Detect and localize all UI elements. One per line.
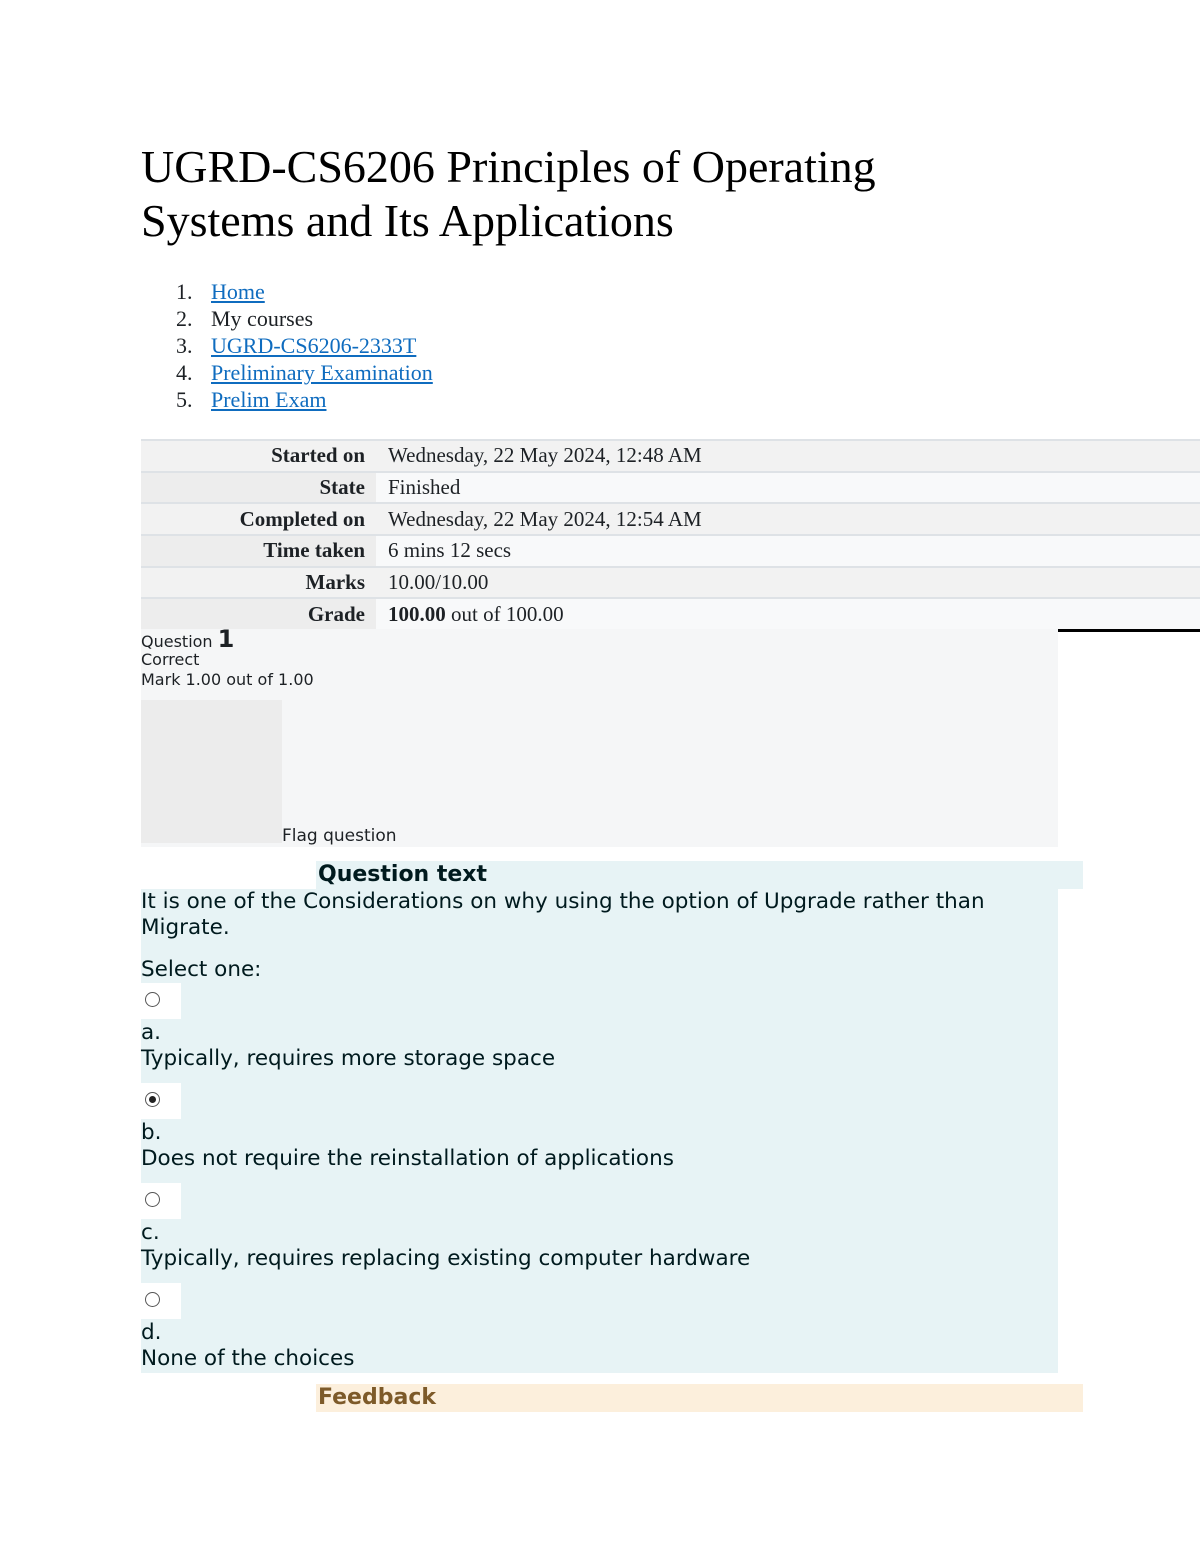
grade-suffix: out of 100.00 (451, 601, 564, 626)
question-text: It is one of the Considerations on why using the option of Upgrade rather than Migrate. (141, 889, 985, 940)
radio-button-a[interactable] (145, 992, 160, 1007)
breadcrumb-item-section: 4. Preliminary Examination (176, 360, 433, 385)
breadcrumb-item-home: 1. Home (176, 279, 265, 304)
question-text-heading: Question text (316, 861, 1083, 889)
page-title: UGRD-CS6206 Principles of Operating Systems and Its Applications (141, 141, 876, 246)
summary-row-marks (141, 567, 1200, 599)
answer-text-c: Typically, requires replacing existing computer hardware (141, 1246, 751, 1271)
breadcrumb-item-quiz: 5. Prelim Exam (176, 387, 327, 412)
breadcrumb-text-my-courses: My courses (211, 306, 314, 331)
answer-letter-b: b. (141, 1120, 162, 1145)
grade-value: 100.00 (388, 601, 446, 626)
breadcrumb-link-quiz[interactable]: Prelim Exam (211, 387, 327, 412)
summary-row-grade (141, 598, 1200, 630)
question-info (141, 625, 1058, 847)
summary-row-state (141, 472, 1200, 504)
marks-value: 10.00/10.00 (376, 567, 1200, 599)
started-on-value: Wednesday, 22 May 2024, 12:48 AM (376, 440, 1200, 472)
select-one-prompt: Select one: (141, 957, 262, 982)
completed-on-label: Completed on (141, 503, 376, 535)
question-grade: Mark 1.00 out of 1.00 (141, 670, 314, 689)
summary-row-time (141, 535, 1200, 567)
time-taken-label: Time taken (141, 535, 376, 567)
question-state: Correct (141, 650, 200, 669)
grade-value-cell (376, 598, 1200, 630)
answer-letter-c: c. (141, 1220, 160, 1245)
marks-label: Marks (141, 567, 376, 599)
state-label: State (141, 472, 376, 504)
question-formulation (141, 889, 1058, 1373)
breadcrumb-item-course: 3. UGRD-CS6206-2333T (176, 333, 417, 358)
time-taken-value: 6 mins 12 secs (376, 535, 1200, 567)
state-value: Finished (376, 472, 1200, 504)
question-number: Question 1 (141, 625, 235, 653)
answer-option-d[interactable] (141, 1283, 1058, 1372)
answer-option-c[interactable] (141, 1183, 1058, 1272)
answer-text-d: None of the choices (141, 1346, 355, 1371)
flag-icon[interactable] (141, 700, 282, 843)
breadcrumb-link-section[interactable]: Preliminary Examination (211, 360, 433, 385)
breadcrumb-item-my-courses: 2. My courses (176, 306, 314, 331)
radio-button-c[interactable] (145, 1192, 160, 1207)
breadcrumb-link-course[interactable]: UGRD-CS6206-2333T (211, 333, 417, 358)
summary-row-started (141, 440, 1200, 472)
attempt-summary-table (141, 439, 1200, 632)
grade-label: Grade (141, 598, 376, 630)
answer-letter-a: a. (141, 1020, 162, 1045)
answer-text-b: Does not require the reinstallation of applications (141, 1146, 674, 1171)
completed-on-value: Wednesday, 22 May 2024, 12:54 AM (376, 503, 1200, 535)
started-on-label: Started on (141, 440, 376, 472)
breadcrumb (141, 278, 433, 413)
answer-option-a[interactable] (141, 983, 1058, 1072)
answer-letter-d: d. (141, 1320, 162, 1345)
flag-question-link[interactable]: Flag question (282, 826, 397, 846)
breadcrumb-link-home[interactable]: Home (211, 279, 265, 304)
answer-option-b[interactable] (141, 1083, 1058, 1172)
answer-text-a: Typically, requires more storage space (141, 1046, 556, 1071)
feedback-heading: Feedback (316, 1384, 1083, 1412)
radio-button-d[interactable] (145, 1292, 160, 1307)
summary-row-completed (141, 503, 1200, 535)
radio-button-b[interactable] (145, 1092, 160, 1107)
